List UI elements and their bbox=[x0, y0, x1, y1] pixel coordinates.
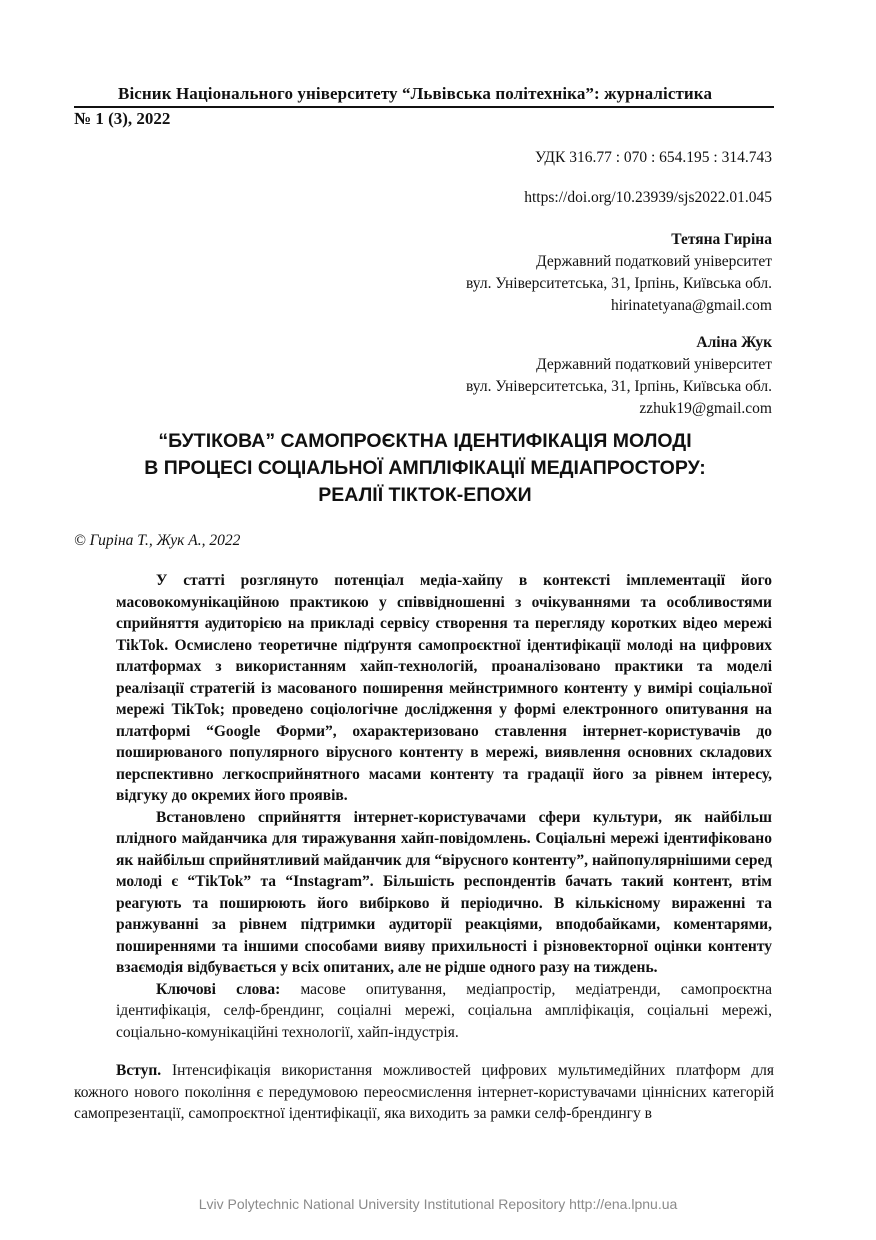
abstract-paragraph: Встановлено сприйняття інтернет-користувачами сфери культури, як найбільш плідного майданчика для тиражування хайп-повідомлень. Соціальні мережі ідентифіковано як найбільш сприйнятливий майданчик для “вірусного контенту”, найпопулярнішими серед молоді є “TikTok” та “Instagram”. Більшість респондентів бачать такий контент, втім реагують та поширюють його вибірково й періодично. В кількісному вираженні та ранжуванні за рівнем підтримки аудиторії реакціями, вподобайками, коментарями, поширеннями та іншими способами вияву прихильності і різновекторної оцінки контенту взаємодія відбувається у всіх опитаних, але не рідше одного разу на тиждень. bbox=[116, 808, 772, 976]
title-line: В ПРОЦЕСІ СОЦІАЛЬНОЇ АМПЛІФІКАЦІЇ МЕДІАПРОСТОРУ: bbox=[144, 457, 706, 479]
author-email[interactable]: hirinatetyana@gmail.com bbox=[610, 297, 772, 314]
issue-number: № 1 (3), 2022 bbox=[74, 109, 171, 128]
author-organization: Державний податковий університет bbox=[536, 356, 772, 373]
title-line: “БУТІКОВА” САМОПРОЄКТНА ІДЕНТИФІКАЦІЯ МОЛОДІ bbox=[158, 430, 692, 452]
introduction bbox=[74, 1060, 774, 1125]
article-title bbox=[74, 428, 776, 509]
title-line: РЕАЛІЇ ТІКТОК-ЕПОХИ bbox=[318, 484, 532, 506]
keywords-label: Ключові слова: bbox=[156, 980, 281, 998]
keywords-list: масове опитування, медіапростір, медіатренди, самопроєктна ідентифікація, селф-брендинг, соціалні мережі, соціальна ампліфікація, соціальні мережі, соціально-комунікаційні технології, хайп-індустрія. bbox=[116, 980, 773, 1041]
intro-text: Інтенсифікація використання можливостей цифрових мультимедійних платформ для кожного нового покоління є передумовою переосмислення інтернет-користувачами ціннісних категорій самопрезентації, самопроєктної ідентифікації, яка виходить за рамки селф-брендингу в bbox=[74, 1062, 775, 1122]
author-address: вул. Університетська, 31, Ірпінь, Київська обл. bbox=[466, 378, 772, 395]
author-block bbox=[466, 229, 772, 317]
intro-heading: Вступ. bbox=[116, 1062, 162, 1079]
header-rule bbox=[74, 106, 774, 108]
author-name: Аліна Жук bbox=[696, 334, 772, 351]
journal-title: Вісник Національного університету “Львівська політехніка”: журналістика bbox=[118, 84, 713, 103]
udk-code: УДК 316.77 : 070 : 654.195 : 314.743 bbox=[535, 149, 772, 166]
author-name: Тетяна Гиріна bbox=[671, 231, 772, 248]
repository-footer: Lviv Polytechnic National University Institutional Repository http://ena.lpnu.ua bbox=[198, 1196, 678, 1212]
author-email[interactable]: zzhuk19@gmail.com bbox=[639, 400, 772, 417]
abstract bbox=[116, 570, 772, 1043]
copyright-notice: © Гиріна Т., Жук А., 2022 bbox=[74, 532, 241, 549]
doi-link[interactable]: https://doi.org/10.23939/sjs2022.01.045 bbox=[524, 189, 772, 206]
abstract-paragraph: У статті розглянуто потенціал медіа-хайпу в контексті імплементації його масовокомунікаційною практикою у співвідношенні з очікуваннями та особливостями сприйняття аудиторією на прикладі сервісу створення та перегляду коротких відео мережі TikTok. Осмислено теоретичне підґрунтя самопроєктної ідентифікації молоді на цифрових платформах з використанням хайп-технологій, проаналізовано практики та моделі реалізації стратегій із масованого поширення мейнстримного контенту у вимірі соціальної мережі TikTok; проведено соціологічне дослідження у формі електронного опитування на платформі “Google Форми”, охарактеризовано ставлення інтернет-користувачів до поширюваного популярного вірусного контенту в мережі, виявлення основних складових перспективно легкосприйнятного масами контенту та градації його за рівнем інтересу, відгуку до окремих його проявів. bbox=[116, 572, 772, 804]
author-organization: Державний податковий університет bbox=[536, 253, 772, 270]
author-address: вул. Університетська, 31, Ірпінь, Київська обл. bbox=[466, 275, 772, 292]
author-block bbox=[466, 332, 772, 420]
keywords bbox=[116, 979, 772, 1044]
